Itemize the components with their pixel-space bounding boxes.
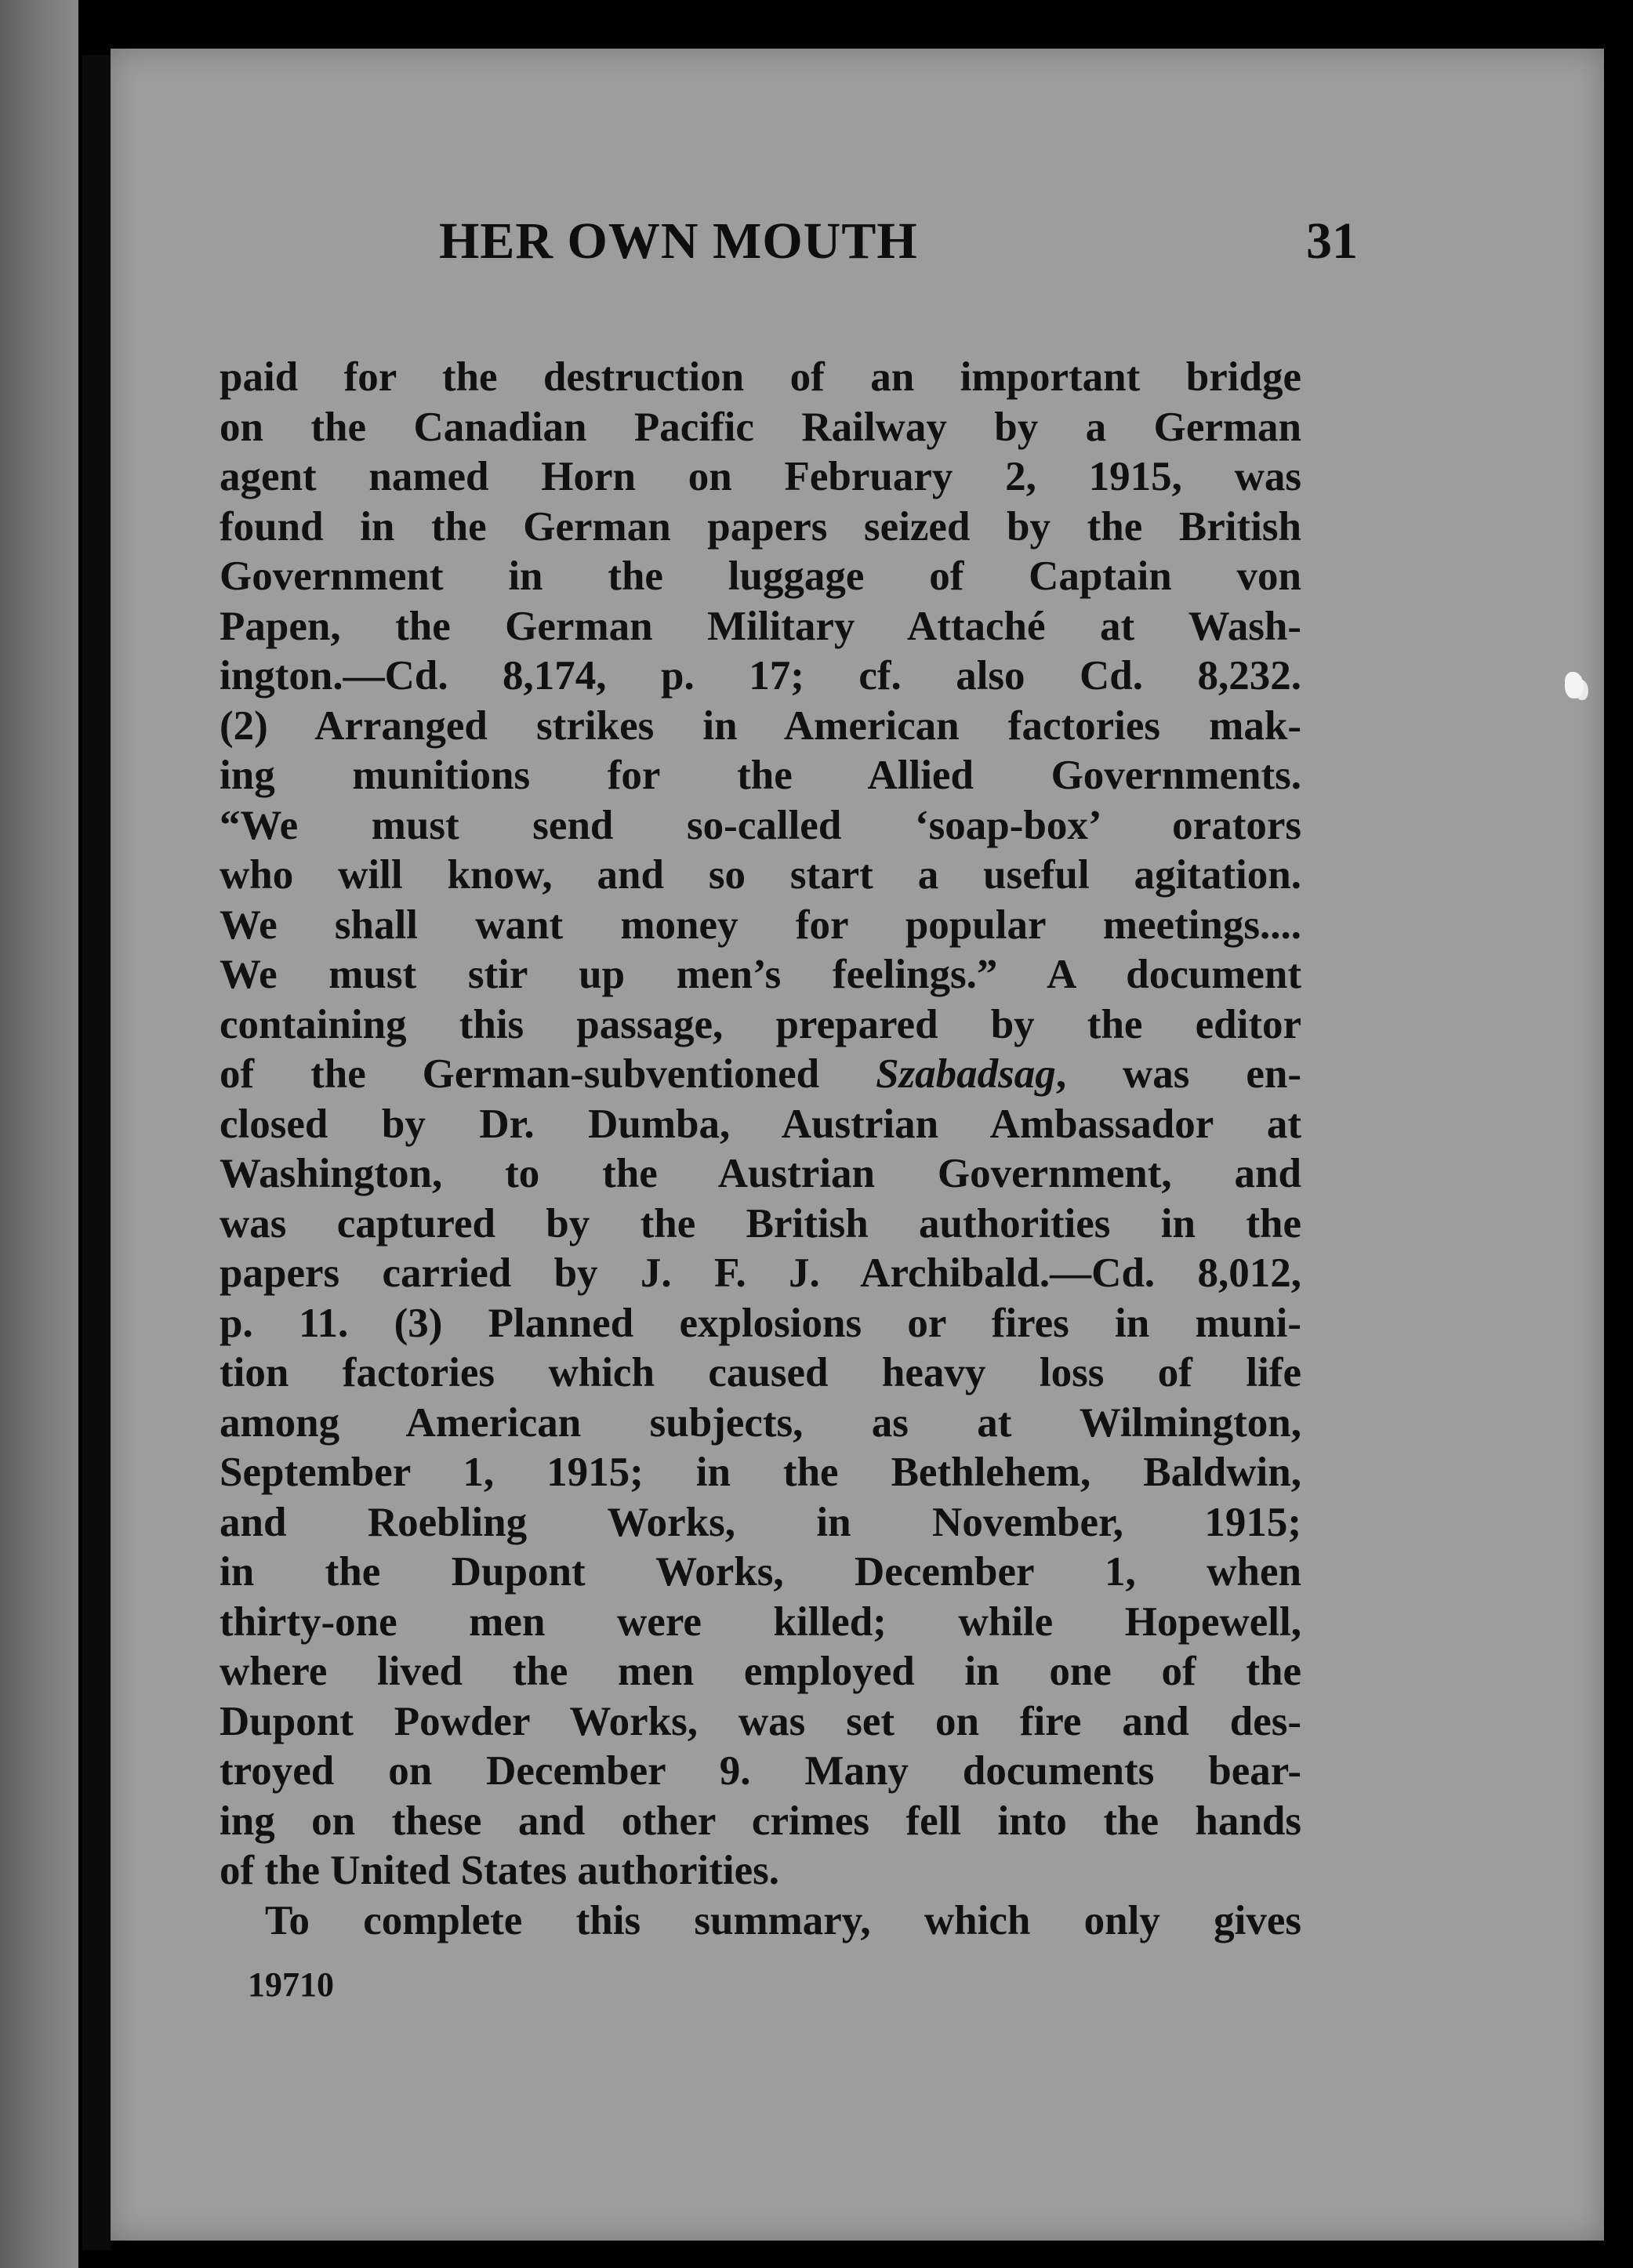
text-line: found in the German papers seized by the British bbox=[220, 503, 1301, 550]
new-paragraph-line: To complete this summary, which only gives bbox=[265, 1897, 1301, 1943]
text-line: ing on these and other crimes fell into the hands bbox=[220, 1798, 1301, 1844]
text-line: ing munitions for the Allied Governments. bbox=[220, 753, 1301, 798]
paragraph-end-line: of the United States authorities. bbox=[220, 1848, 779, 1893]
body-text bbox=[220, 353, 1301, 1946]
running-head: HER OWN MOUTH bbox=[439, 212, 918, 270]
text-line-italic-title: of the German-subventioned Szabadsag, was en- bbox=[220, 1051, 1301, 1097]
text-line: closed by Dr. Dumba, Austrian Ambassador at bbox=[220, 1101, 1301, 1147]
text-line: in the Dupont Works, December 1, when bbox=[220, 1549, 1301, 1595]
paper-blemish bbox=[1565, 672, 1584, 699]
text-line: paid for the destruction of an important bridge bbox=[220, 354, 1301, 400]
printer-signature-mark: 19710 bbox=[248, 1965, 334, 2004]
text-line: We must stir up men’s feelings.” A document bbox=[220, 952, 1301, 997]
text-line: papers carried by J. F. J. Archibald.—Cd. 8,012, bbox=[220, 1250, 1301, 1296]
text-line: We shall want money for popular meetings.... bbox=[220, 902, 1301, 948]
text-line: was captured by the British authorities in the bbox=[220, 1200, 1301, 1246]
page-header bbox=[439, 212, 1380, 298]
facing-page-edge bbox=[0, 0, 78, 2268]
text-line: and Roebling Works, in November, 1915; bbox=[220, 1499, 1301, 1545]
newspaper-title: Szabadsag bbox=[876, 1051, 1056, 1097]
text-line: troyed on December 9. Many documents bear- bbox=[220, 1748, 1301, 1794]
text-line: containing this passage, prepared by the editor bbox=[220, 1001, 1301, 1047]
text-line: agent named Horn on February 2, 1915, was bbox=[220, 454, 1301, 499]
text-line: among American subjects, as at Wilmington, bbox=[220, 1399, 1301, 1446]
text-line: (2) Arranged strikes in American factories mak- bbox=[220, 702, 1301, 749]
text-line: Papen, the German Military Attaché at Wash- bbox=[220, 603, 1301, 649]
text-line: Dupont Powder Works, was set on fire and des- bbox=[220, 1698, 1301, 1744]
text-line: Washington, to the Austrian Government, and bbox=[220, 1151, 1301, 1196]
page-number: 31 bbox=[1306, 212, 1358, 270]
text-line: where lived the men employed in one of the bbox=[220, 1649, 1301, 1694]
text-line: p. 11. (3) Planned explosions or fires in muni- bbox=[220, 1300, 1301, 1346]
text-line: tion factories which caused heavy loss of life bbox=[220, 1350, 1301, 1395]
text-line: ington.—Cd. 8,174, p. 17; cf. also Cd. 8,232. bbox=[220, 653, 1301, 699]
text-line: September 1, 1915; in the Bethlehem, Baldwin, bbox=[220, 1450, 1301, 1495]
text-line: on the Canadian Pacific Railway by a German bbox=[220, 404, 1301, 450]
text-line: Government in the luggage of Captain von bbox=[220, 553, 1301, 599]
book-gutter bbox=[82, 55, 111, 2250]
text-line: who will know, and so start a useful agitation. bbox=[220, 852, 1301, 898]
text-line: thirty-one men were killed; while Hopewell, bbox=[220, 1598, 1301, 1645]
text-line: “We must send so-called ‘soap-box’ orators bbox=[220, 802, 1301, 848]
